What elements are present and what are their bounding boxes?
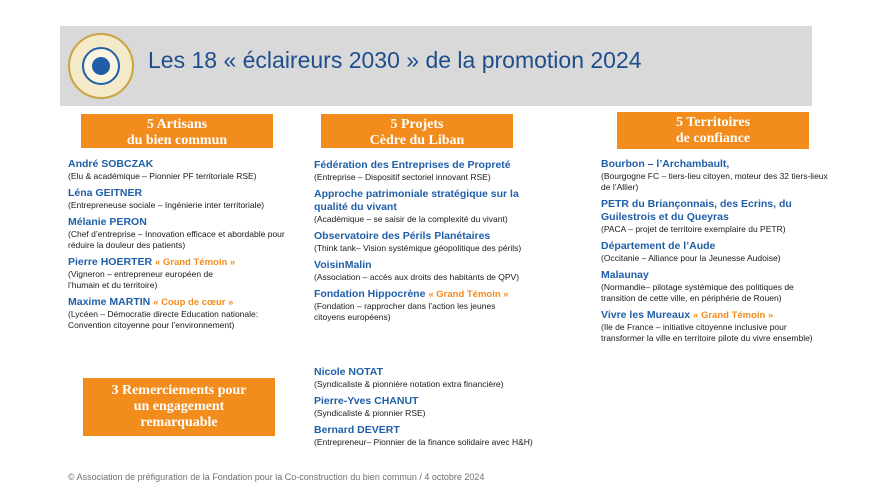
- entry-desc: (Normandie– pilotage systémique des politiques de transition de cette ville, en périphérie de Rouen): [601, 282, 794, 303]
- entry-name: Observatoire des Périls Planétaires: [314, 230, 491, 242]
- entry-desc: (Fondation – rapprocher dans l’action les jeunes citoyens européens): [314, 301, 496, 322]
- badge-artisans: [81, 114, 273, 148]
- list-item: [601, 309, 829, 344]
- entry-desc: (Ile de France – initiative citoyenne inclusive pour transformer la ville en territoire pilote du vivre ensemble): [601, 322, 813, 343]
- territoires-column: [601, 158, 829, 349]
- entry-tag: « Grand Témoin »: [693, 310, 774, 321]
- entry-name: PETR du Briançonnais, des Ecrins, du Guilestrois et du Queyras: [601, 198, 792, 223]
- entry-desc: (Vigneron – entrepreneur européen de l’humain et du territoire): [68, 269, 213, 290]
- logo-ring: [82, 47, 120, 85]
- entry-desc: (PACA – projet de territoire exemplaire du PETR): [601, 224, 786, 234]
- badge-remerciements: [83, 378, 275, 436]
- entry-desc: (Occitanie – Alliance pour la Jeunesse Audoise): [601, 253, 781, 263]
- entry-tag: « Coup de cœur »: [153, 297, 234, 308]
- entry-desc: (Académique – se saisir de la complexité du vivant): [314, 214, 508, 224]
- entry-name: Pierre HOERTER: [68, 256, 153, 268]
- page-title: Les 18 « éclaireurs 2030 » de la promotion 2024: [148, 47, 642, 73]
- entry-desc: (Entrepreneur– Pionnier de la finance solidaire avec H&H): [314, 437, 533, 447]
- list-item: [68, 256, 290, 291]
- badge-artisans-line1: 5 Artisans: [146, 117, 208, 132]
- list-item: [314, 424, 604, 448]
- badge-territoires-line1: 5 Territoires: [675, 115, 750, 130]
- entry-name: Bernard DEVERT: [314, 424, 400, 436]
- badge-remerciements-line1: 3 Remerciements pour: [111, 383, 247, 398]
- entry-name: Mélanie PERON: [68, 216, 147, 228]
- artisans-column: [68, 158, 290, 336]
- entry-tag: « Grand Témoin »: [154, 257, 236, 268]
- entry-name: André SOBCZAK: [68, 158, 154, 170]
- entry-desc: (Syndicaliste & pionnière notation extra financière): [314, 379, 504, 389]
- entry-name-row: [601, 309, 829, 322]
- list-item: [68, 158, 290, 182]
- badge-projets: [321, 114, 513, 148]
- entry-name: Bourbon – l’Archambault,: [601, 158, 730, 170]
- entry-name: Fondation Hippocrène: [314, 288, 426, 300]
- list-item: [601, 240, 829, 264]
- entry-desc: (Entrepreneuse sociale – Ingénierie inter territoriale): [68, 200, 265, 210]
- entry-desc: (Syndicaliste & pionnier RSE): [314, 408, 426, 418]
- foundation-logo-icon: [68, 33, 134, 99]
- badge-projets-line2: Cèdre du Liban: [369, 133, 465, 148]
- list-item: [314, 159, 542, 183]
- badge-projets-line1: 5 Projets: [390, 117, 444, 132]
- entry-name: Nicole NOTAT: [314, 366, 384, 378]
- entry-desc: (Elu & académique – Pionnier PF territoriale RSE): [68, 171, 257, 181]
- entry-name: VoisinMalin: [314, 259, 372, 271]
- entry-name: Malaunay: [601, 269, 649, 281]
- list-item: [314, 230, 542, 254]
- entry-name-row: [314, 288, 542, 301]
- projets-column: [314, 159, 542, 328]
- entry-name: Fédération des Entreprises de Propreté: [314, 159, 511, 171]
- entry-name-row: [68, 296, 290, 309]
- list-item: [314, 259, 542, 283]
- entry-tag: « Grand Témoin »: [428, 289, 509, 300]
- badge-remerciements-line3: remarquable: [140, 415, 218, 430]
- list-item: [314, 188, 542, 225]
- entry-name-row: [68, 256, 290, 269]
- list-item: [68, 187, 290, 211]
- remerciements-column: [314, 366, 604, 453]
- list-item: [314, 366, 604, 390]
- entry-desc: (Entreprise – Dispositif sectoriel innovant RSE): [314, 172, 491, 182]
- entry-desc: (Think tank– Vision systémique géopolitique des périls): [314, 243, 522, 253]
- badge-artisans-line2: du bien commun: [126, 133, 228, 148]
- entry-name: Vivre les Mureaux: [601, 309, 691, 321]
- entry-desc: (Chef d’entreprise – Innovation efficace et abordable pour réduire la douleur des patients): [68, 229, 285, 250]
- entry-name: Pierre-Yves CHANUT: [314, 395, 419, 407]
- list-item: [601, 158, 829, 193]
- entry-name: Maxime MARTIN: [68, 296, 151, 308]
- entry-desc: (Association – accès aux droits des habitants de QPV): [314, 272, 520, 282]
- logo-core: [92, 57, 110, 75]
- list-item: [601, 269, 829, 304]
- badge-remerciements-line2: un engagement: [133, 399, 225, 414]
- list-item: [314, 288, 542, 323]
- entry-name: Léna GEITNER: [68, 187, 143, 199]
- entry-desc: (Lycéen – Démocratie directe Education nationale: Convention citoyenne pour l’environnement): [68, 309, 259, 330]
- list-item: [68, 296, 290, 331]
- footer-copyright: © Association de préfiguration de la Fondation pour la Co-construction du bien commun / 4 octobre 2024: [68, 472, 485, 482]
- entry-name: Département de l’Aude: [601, 240, 716, 252]
- list-item: [601, 198, 829, 235]
- list-item: [314, 395, 604, 419]
- entry-name: Approche patrimoniale stratégique sur la qualité du vivant: [314, 188, 519, 213]
- badge-territoires: [617, 112, 809, 149]
- entry-desc: (Bourgogne FC – tiers-lieu citoyen, moteur des 32 tiers-lieux de l’Allier): [601, 171, 828, 192]
- badge-territoires-line2: de confiance: [675, 131, 751, 146]
- list-item: [68, 216, 290, 251]
